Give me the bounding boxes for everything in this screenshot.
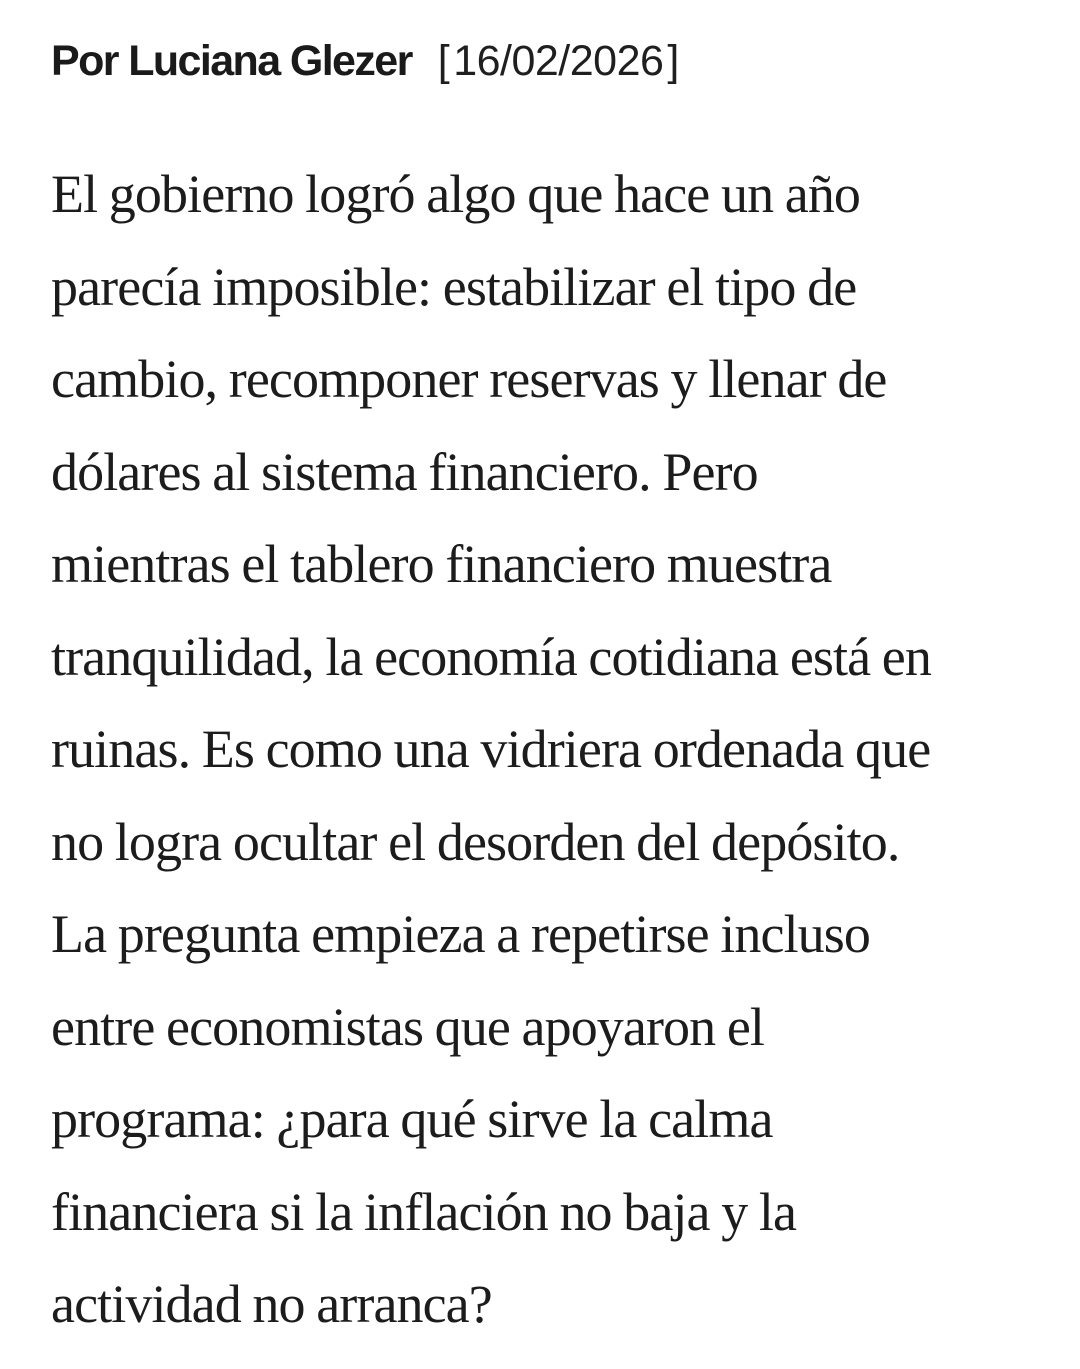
body-line: dólares al sistema financiero. Pero (51, 441, 758, 502)
date-bracket-close: ] (667, 36, 679, 85)
body-line: no logra ocultar el desorden del depósito. (51, 811, 900, 872)
body-line: mientras el tablero financiero muestra (51, 534, 832, 594)
author-name[interactable]: Por Luciana Glezer (51, 36, 412, 85)
body-line: programa: ¿para qué sirve la calma (51, 1089, 773, 1149)
body-line: La pregunta empieza a repetirse incluso (51, 904, 870, 964)
body-line: cambio, recomponer reservas y llenar de (51, 349, 887, 409)
date-value: 16/02/2026 (453, 36, 664, 85)
date-bracket-open: [ (437, 36, 450, 85)
body-line: ruinas. Es como una vidriera ordenada que (51, 719, 931, 779)
byline (51, 28, 683, 94)
publish-date (434, 37, 683, 86)
body-line: entre economistas que apoyaron el (51, 996, 765, 1057)
article-body (51, 148, 1051, 1351)
body-line: El gobierno logró algo que hace un año (51, 164, 861, 224)
body-line: parecía imposible: estabilizar el tipo de (51, 256, 857, 317)
body-line: tranquilidad, la economía cotidiana está en (51, 626, 931, 687)
body-line: financiera si la inflación no baja y la (51, 1181, 797, 1242)
body-line: actividad no arranca? (51, 1274, 492, 1334)
